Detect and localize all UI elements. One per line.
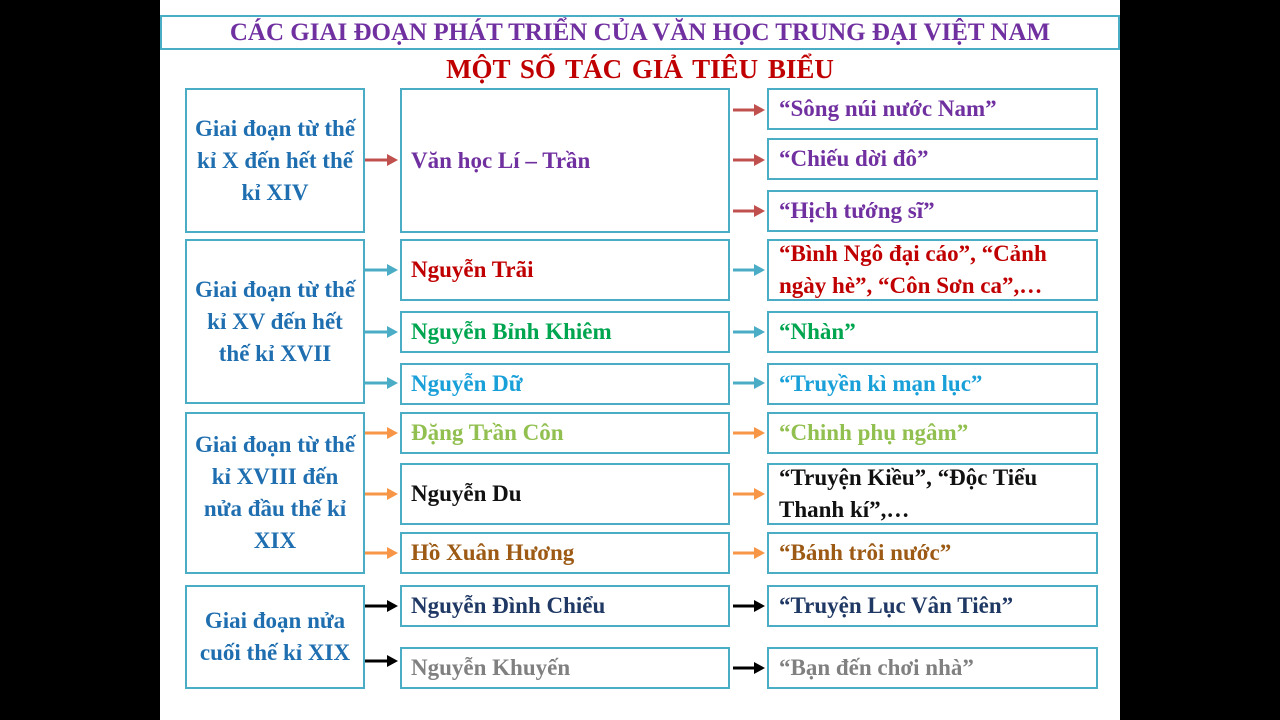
author-name: Nguyễn Du bbox=[411, 481, 522, 506]
author-box-nguyen-du-xvi bbox=[400, 363, 730, 405]
author-box-nguyen-dinh-chieu bbox=[400, 585, 730, 627]
author-box-nguyen-binh-khiem bbox=[400, 311, 730, 353]
author-name: Nguyễn Dữ bbox=[411, 371, 523, 396]
slide-subtitle: MỘT SỐ TÁC GIẢ TIÊU BIỂU bbox=[446, 54, 834, 84]
arrow-icon bbox=[365, 427, 398, 439]
work-title: “Chiếu dời đô” bbox=[779, 146, 929, 171]
work-title: “Bình Ngô đại cáo”, “Cảnh ngày hè”, “Côn Sơn ca”,… bbox=[779, 241, 1047, 298]
arrow-icon bbox=[365, 326, 398, 338]
arrow-icon bbox=[733, 488, 765, 500]
slide-title: CÁC GIAI ĐOẠN PHÁT TRIỂN CỦA VĂN HỌC TRUNG ĐẠI VIỆT NAM bbox=[160, 15, 1120, 50]
work-title: “Chinh phụ ngâm” bbox=[779, 420, 969, 445]
slide bbox=[160, 0, 1120, 720]
period-label: Giai đoạn từ thế kỉ XV đến hết thế kỉ XVII bbox=[194, 276, 356, 366]
author-name: Đặng Trần Côn bbox=[411, 420, 564, 445]
author-box-dang-tran-con bbox=[400, 412, 730, 454]
arrow-icon bbox=[733, 264, 765, 276]
work-box-hich-tuong-si bbox=[767, 190, 1098, 232]
work-box-truyen-ki bbox=[767, 363, 1098, 405]
work-box-chieu-doi-do bbox=[767, 138, 1098, 180]
arrow-icon bbox=[365, 264, 398, 276]
author-box-ho-xuan-huong bbox=[400, 532, 730, 574]
period-box-4 bbox=[185, 585, 365, 689]
period-box-1 bbox=[185, 88, 365, 233]
author-box-nguyen-trai bbox=[400, 239, 730, 301]
author-name: Hồ Xuân Hương bbox=[411, 540, 575, 565]
arrow-icon bbox=[365, 154, 398, 166]
work-title: “Truyện Kiều”, “Độc Tiểu Thanh kí”,… bbox=[779, 465, 1038, 522]
arrow-icon bbox=[733, 377, 765, 389]
arrow-icon bbox=[733, 547, 765, 559]
author-box-ly-tran bbox=[400, 88, 730, 233]
arrow-icon bbox=[733, 662, 765, 674]
period-box-2 bbox=[185, 239, 365, 404]
author-name: Văn học Lí – Trần bbox=[411, 147, 591, 173]
arrow-icon bbox=[733, 427, 765, 439]
arrow-icon bbox=[733, 600, 765, 612]
author-name: Nguyễn Khuyến bbox=[411, 655, 571, 680]
work-box-nhan bbox=[767, 311, 1098, 353]
work-box-chinh-phu-ngam bbox=[767, 412, 1098, 454]
author-name: Nguyễn Đình Chiểu bbox=[411, 593, 606, 618]
arrow-icon bbox=[733, 326, 765, 338]
arrow-icon bbox=[733, 205, 765, 217]
work-title: “Sông núi nước Nam” bbox=[779, 96, 997, 121]
period-label: Giai đoạn nửa cuối thế kỉ XIX bbox=[199, 608, 351, 665]
work-title: “Truyện Lục Vân Tiên” bbox=[779, 593, 1014, 618]
work-title: “Bánh trôi nước” bbox=[779, 540, 952, 565]
author-name: Nguyễn Bỉnh Khiêm bbox=[411, 319, 612, 344]
period-label: Giai đoạn từ thế kỉ X đến hết thế kỉ XIV bbox=[194, 115, 356, 205]
author-box-nguyen-du bbox=[400, 463, 730, 525]
arrow-icon bbox=[365, 488, 398, 500]
work-title: “Nhàn” bbox=[779, 319, 856, 344]
arrow-icon bbox=[365, 377, 398, 389]
work-box-ban-den-choi-nha bbox=[767, 647, 1098, 689]
arrow-icon bbox=[733, 154, 765, 166]
arrow-icon bbox=[365, 600, 398, 612]
work-box-song-nui bbox=[767, 88, 1098, 130]
work-box-banh-troi-nuoc bbox=[767, 532, 1098, 574]
author-box-nguyen-khuyen bbox=[400, 647, 730, 689]
work-box-nguyen-trai bbox=[767, 239, 1098, 301]
work-box-luc-van-tien bbox=[767, 585, 1098, 627]
work-box-truyen-kieu bbox=[767, 463, 1098, 525]
arrow-icon bbox=[365, 547, 398, 559]
arrow-icon bbox=[733, 104, 765, 116]
author-name: Nguyễn Trãi bbox=[411, 257, 534, 282]
work-title: “Hịch tướng sĩ” bbox=[779, 198, 935, 223]
arrow-icon bbox=[365, 655, 398, 667]
work-title: “Truyền kì mạn lục” bbox=[779, 371, 983, 396]
work-title: “Bạn đến chơi nhà” bbox=[779, 655, 974, 680]
period-label: Giai đoạn từ thế kỉ XVIII đến nửa đầu thế kỉ XIX bbox=[194, 432, 356, 553]
period-box-3 bbox=[185, 412, 365, 574]
